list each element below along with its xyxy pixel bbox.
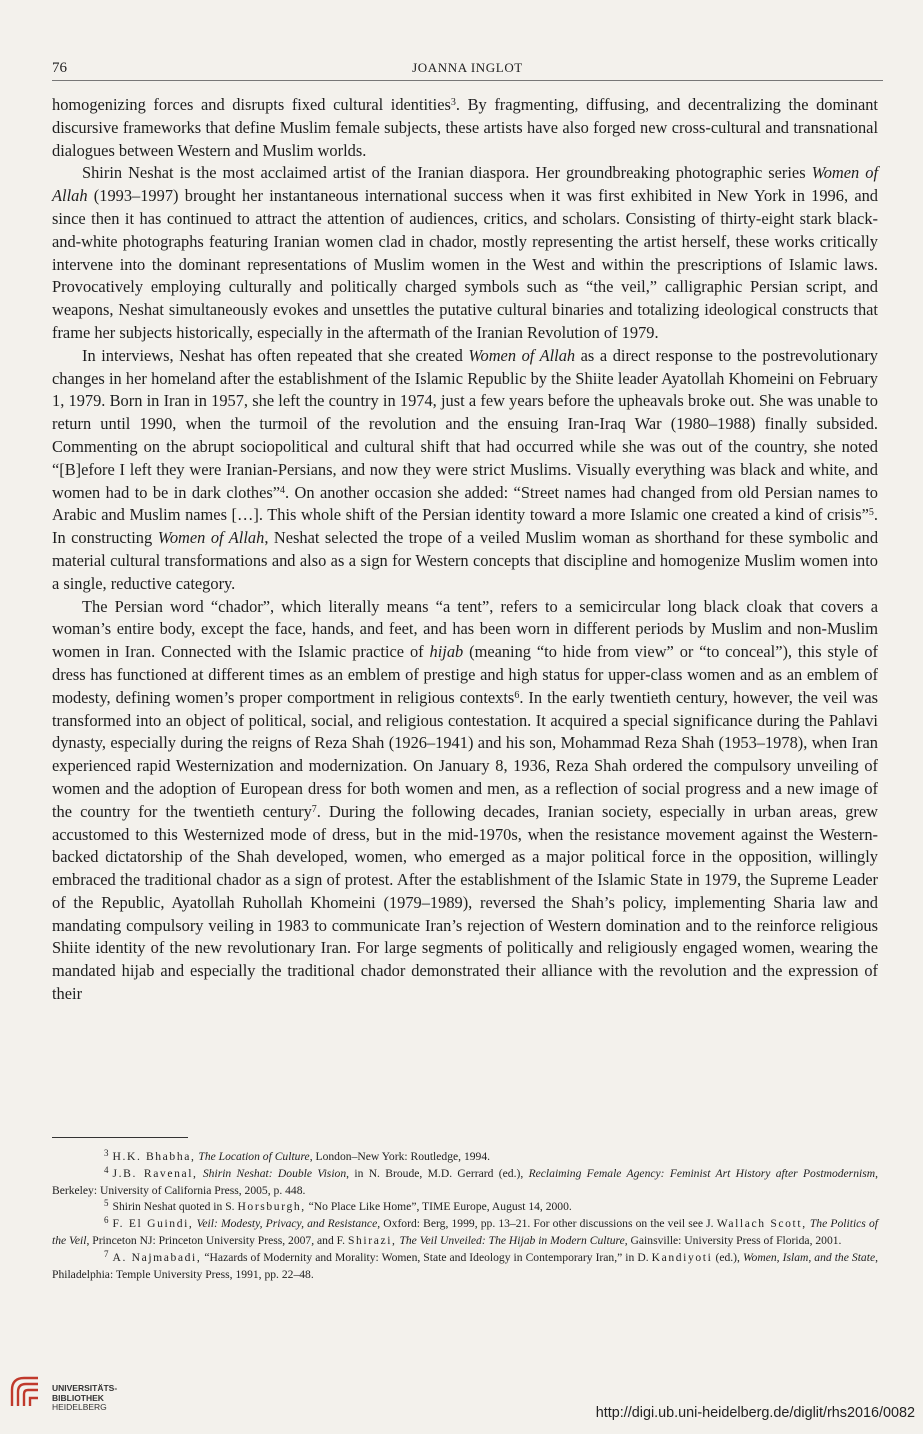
footnote-title: The Location of Culture bbox=[198, 1150, 310, 1163]
footnote-title: Veil: Modesty, Privacy, and Resistance bbox=[196, 1217, 378, 1231]
text-run: (1993–1997) brought her instantaneous international success when it was first exhibited in New York in 1996, and since then it has continued to attract the attention of audiences, critics, and scholars. Consisting of thirty-eight stark black-and-white photographs featuring Iranian women clad in chador, mostly representing the artist herself, these works critically intervene into the dominant representations of Muslim women in the West and within the prescriptions of Islamic laws. Provocatively employing culturally and politically charged symbols such as “the veil,” calligraphic Persian script, and weapons, Neshat simultaneously evokes and unsettles the putative cultural binaries and totalizing ideological constructs that frame her subjects historically, especially in the aftermath of the Iranian Revolution of 1979. bbox=[52, 186, 878, 342]
italic-title: Women of Allah bbox=[52, 163, 879, 206]
footnote-text: “Hazards of Modernity and Morality: Women, State and Ideology in Contemporary Iran,” in D. bbox=[201, 1250, 652, 1264]
library-logo-text bbox=[52, 1384, 117, 1413]
footnote-3: 3 H.K. Bhabha, The Location of Culture, London–New York: Routledge, 1994. bbox=[104, 1148, 491, 1163]
footnote-6: 6 F. El Guindi, Veil: Modesty, Privacy, and Resistance, Oxford: Berg, 1999, pp. 13–21. For other discussions on the veil see J. Wallach Scott, The Politics of the Veil, Princeton NJ: Princeton University Press, 2007, and F. Shirazi, The Veil Unveiled: The Hijab in Modern Culture, Gainsville: University Press of Florida, 2001. bbox=[52, 1215, 878, 1247]
footnote-text: “No Place Like Home”, TIME Europe, August 14, 2000. bbox=[305, 1200, 572, 1214]
footnote-author: Horsburgh, bbox=[237, 1200, 306, 1214]
footnote-text: , in N. Broude, M.D. Gerrard (ed.), bbox=[346, 1166, 529, 1180]
footnote-ref[interactable]: 4 bbox=[280, 484, 286, 496]
footnote-author: J.B. Ravenal, bbox=[112, 1166, 198, 1180]
footnote-text: , Philadelphia: Temple University Press, 1991, pp. 22–48. bbox=[52, 1250, 878, 1281]
text-run: Shirin Neshat is the most acclaimed artist of the Iranian diaspora. Her groundbreaking photographic series bbox=[82, 163, 812, 183]
footnote-text: , Oxford: Berg, 1999, pp. 13–21. For other discussions on the veil see J. bbox=[377, 1217, 717, 1231]
library-logo-icon bbox=[8, 1372, 46, 1410]
page-header bbox=[52, 56, 883, 81]
footnote-ref[interactable]: 6 bbox=[514, 689, 520, 701]
logo-line: UNIVERSITÄTS- bbox=[52, 1383, 118, 1393]
footnote-author: H.K. Bhabha, bbox=[112, 1150, 196, 1163]
italic-term: hijab bbox=[429, 642, 464, 662]
text-run: homogenizing forces and disrupts fixed cultural identities bbox=[52, 95, 451, 114]
text-run: , Neshat selected the trope of a veiled Muslim woman as shorthand for these symbolic and material cultural transformations and also as a sign for Western concepts that discipline and homogenize Muslim women into a single, reductive category. bbox=[52, 528, 879, 593]
footnote-title: Reclaiming Female Agency: Feminist Art History after Postmodernism bbox=[528, 1166, 876, 1180]
text-run: . On another occasion she added: “Street names had changed from old Persian names to Arabic and Muslim names […]. This whole shift of the Persian identity toward a more Islamic one created a kind of crisis” bbox=[52, 482, 878, 525]
footnote-7: 7 A. Najmabadi, “Hazards of Modernity and Morality: Women, State and Ideology in Contemporary Iran,” in D. Kandiyoti (ed.), Women, Islam, and the State, Philadelphia: Temple University Press, 1991, pp. 22–48. bbox=[52, 1248, 878, 1281]
text-run: The Persian word “chador”, which literally means “a tent”, refers to a semicircular long black cloak that covers a woman’s entire body, except the face, hands, and feet, and has been worn in different periods by Muslim and non-Muslim women in Iran. Connected with the Islamic practice of bbox=[52, 596, 878, 662]
footnote-text: , Princeton NJ: Princeton University Press, 2007, and F. bbox=[86, 1233, 348, 1247]
text-run: In interviews, Neshat has often repeated that she created bbox=[82, 345, 469, 365]
footnote-title: Shirin Neshat: Double Vision bbox=[202, 1166, 347, 1180]
source-url-link[interactable]: http://digi.ub.uni-heidelberg.de/diglit/rhs2016/0082 bbox=[595, 1405, 915, 1421]
footnote-author: A. Najmabadi, bbox=[112, 1250, 202, 1264]
footnote-ref[interactable]: 5 bbox=[868, 507, 874, 519]
footnote-author: Kandiyoti bbox=[651, 1250, 713, 1264]
footnote-text: , London–New York: Routledge, 1994. bbox=[309, 1150, 491, 1163]
text-run: . By fragmenting, diffusing, and decentralizing the dominant discursive frameworks that define Muslim female subjects, these artists have also forged new cross-cultural and transnational dialogues between Western and Muslim worlds. bbox=[52, 95, 878, 160]
footnote-text: Shirin Neshat quoted in S. bbox=[112, 1200, 238, 1214]
footnote-5: 5 Shirin Neshat quoted in S. Horsburgh, “No Place Like Home”, TIME Europe, August 14, 2000. bbox=[104, 1198, 572, 1214]
footnote-ref[interactable]: 7 bbox=[311, 803, 317, 815]
logo-line: HEIDELBERG bbox=[52, 1402, 107, 1413]
footnote-text: (ed.), bbox=[712, 1250, 743, 1264]
text-run: . In constructing bbox=[52, 505, 878, 548]
logo-line: BIBLIOTHEK bbox=[52, 1392, 104, 1403]
footnote-4: 4 J.B. Ravenal, Shirin Neshat: Double Vision, in N. Broude, M.D. Gerrard (ed.), Reclaiming Female Agency: Feminist Art History after Postmodernism, Berkeley: University of California Press, 2005, p. 448. bbox=[52, 1164, 878, 1197]
text-run: as a direct response to the postrevolutionary changes in her homeland after the establishment of the Islamic Republic by the Shiite leader Ayatollah Khomeini on February 1, 1979. Born in Iran in 1957, she left the country in 1974, just a few years before the upheavals broke out. She was unable to return until 1990, when the turmoil of the revolution and the ensuing Iran-Iraq War (1980–1988) finally subsided. Commenting on the abrupt sociopolitical and cultural shift that had occurred while she was out of the country, she noted “[B]efore I left they were Iranian-Persians, and now they were strict Muslims. Visually everything was black and white, and women had to be in dark clothes” bbox=[52, 345, 879, 502]
footnote-author: F. El Guindi, bbox=[112, 1217, 194, 1231]
page-number: 76 bbox=[52, 60, 67, 76]
paragraph-1 bbox=[52, 94, 878, 162]
text-run: . During the following decades, Iranian society, especially in urban areas, grew accustomed to this Westernized mode of dress, but in the mid-1970s, when the resistance movement against the Western-backed dictatorship of the Shah developed, women, who emerged as a major political force in the opposition, willingly embraced the traditional chador as a sign of protest. After the establishment of the Islamic State in 1979, the Supreme Leader of the Republic, Ayatollah Ruhollah Khomeini (1979–1989), reversed the Shah’s policy, implementing Sharia law and mandating compulsory veiling in 1983 to communicate Iran’s rejection of Western domination and to the reinforce religious Shiite identity of the new revolutionary Iran. For large segments of politically and religiously engaged women, wearing the mandated hijab and especially the traditional chador demonstrated their alliance with the revolution and the expression of their bbox=[52, 801, 878, 1004]
footnote-divider bbox=[52, 1137, 188, 1138]
library-logo[interactable] bbox=[6, 1368, 156, 1428]
italic-title: Women of Allah bbox=[468, 345, 576, 365]
paragraph-3 bbox=[52, 345, 878, 596]
footnote-author: Wallach Scott, bbox=[716, 1217, 807, 1231]
footnote-ref[interactable]: 3 bbox=[450, 97, 456, 108]
text-run: (meaning “to hide from view” or “to conceal”), this style of dress has functioned at different times as an emblem of prestige and high status for upper-class women and as an emblem of modesty, defining women’s proper comportment in religious contexts bbox=[52, 642, 878, 707]
running-head: JOANNA INGLOT bbox=[412, 60, 523, 75]
italic-title: Women of Allah bbox=[157, 528, 265, 548]
footnote-title: Women, Islam, and the State bbox=[742, 1250, 876, 1264]
body-text bbox=[52, 94, 878, 1006]
text-run: . In the early twentieth century, however, the veil was transformed into an object of political, social, and religious contestation. It acquired a special significance during the Pahlavi dynasty, especially during the reigns of Reza Shah (1926–1941) and his son, Mohammad Reza Shah (1953–1978), when Iran experienced rapid Westernization and modernization. On January 8, 1936, Reza Shah ordered the compulsory unveiling of women and the adoption of European dress for both women and men, as a reflection of social progress and a new image of the country for the twentieth century bbox=[52, 687, 879, 821]
footnote-text: , Berkeley: University of California Press, 2005, p. 448. bbox=[52, 1166, 878, 1197]
paragraph-2 bbox=[52, 162, 878, 344]
footnote-title: The Politics of the Veil bbox=[52, 1217, 878, 1247]
paragraph-4 bbox=[52, 596, 878, 1006]
footnotes bbox=[52, 1149, 878, 1283]
footnote-title: The Veil Unveiled: The Hijab in Modern Culture bbox=[399, 1233, 625, 1247]
footnote-author: Shirazi, bbox=[347, 1233, 397, 1247]
footnote-text: , Gainsville: University Press of Florida, 2001. bbox=[624, 1233, 842, 1247]
